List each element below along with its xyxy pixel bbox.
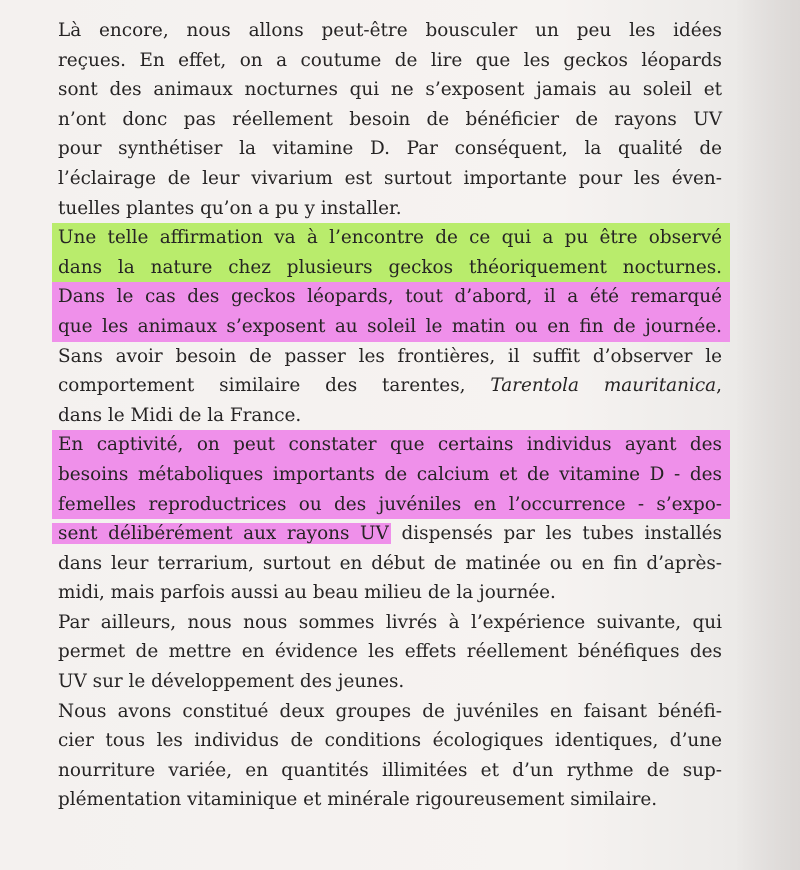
text-line: reçues. En effet, on a coutume de lire que les geckos léopards — [58, 49, 722, 71]
pink-highlighted-line: que les animaux s’exposent au soleil le matin ou en fin de journée. — [52, 312, 730, 342]
text-line: dans leur terrarium, surtout en début de matinée ou en fin d’après- — [58, 552, 722, 574]
green-highlighted-line: Une telle affirmation va à l’encontre de ce qui a pu être observé — [52, 223, 730, 253]
pink-highlighted-line: Dans le cas des geckos léopards, tout d’abord, il a été remarqué — [52, 282, 730, 312]
text-line: Nous avons constitué deux groupes de juvéniles en faisant bénéfi- — [58, 700, 722, 722]
text-line: l’éclairage de leur vivarium est surtout importante pour les éven- — [58, 167, 722, 189]
page-edge-shadow — [734, 0, 800, 870]
line-text-before: comportement similaire des tarentes, — [58, 375, 491, 397]
body-text — [58, 16, 722, 815]
italic-species-name: Tarentola mauritanica — [490, 375, 717, 397]
partially-highlighted-line — [58, 519, 722, 549]
text-line: dans le Midi de la France. — [58, 404, 302, 426]
pink-highlighted-line: besoins métaboliques importants de calcium et de vitamine D - des — [52, 460, 730, 490]
text-line: midi, mais parfois aussi au beau milieu de la journée. — [58, 582, 556, 604]
line-text-after: , — [716, 375, 722, 397]
text-line: Là encore, nous allons peut-être bousculer un peu les idées — [58, 20, 722, 41]
text-line: pour synthétiser la vitamine D. Par conséquent, la qualité de — [58, 138, 722, 160]
text-line: sont des animaux nocturnes qui ne s’exposent jamais au soleil et — [58, 79, 722, 101]
text-line: n’ont donc pas réellement besoin de bénéficier de rayons UV — [58, 108, 722, 130]
text-line: Sans avoir besoin de passer les frontières, il suffit d’observer le — [58, 345, 722, 367]
text-line: plémentation vitaminique et minérale rigoureusement similaire. — [58, 789, 658, 811]
green-highlighted-line: dans la nature chez plusieurs geckos théoriquement nocturnes. — [52, 253, 730, 283]
text-line: Par ailleurs, nous nous sommes livrés à l’expérience suivante, qui — [58, 611, 722, 633]
text-line: UV sur le développement des jeunes. — [58, 671, 405, 693]
pink-highlighted-line: En captivité, on peut constater que certains individus ayant des — [52, 430, 730, 460]
unhighlighted-segment: dispensés par les tubes installés — [390, 523, 722, 545]
text-line: tuelles plantes qu’on a pu y installer. — [58, 197, 402, 219]
text-line: nourriture variée, en quantités illimitées et d’un rythme de sup- — [58, 759, 722, 781]
pink-highlighted-line: femelles reproductrices ou des juvéniles en l’occurrence - s’expo- — [52, 490, 730, 520]
text-line: cier tous les individus de conditions écologiques identiques, d’une — [58, 730, 722, 752]
text-line: permet de mettre en évidence les effets réellement bénéfiques des — [58, 641, 722, 663]
text-line-with-italic — [58, 371, 722, 401]
pink-highlight-segment: sent délibérément aux rayons UV — [52, 523, 391, 544]
